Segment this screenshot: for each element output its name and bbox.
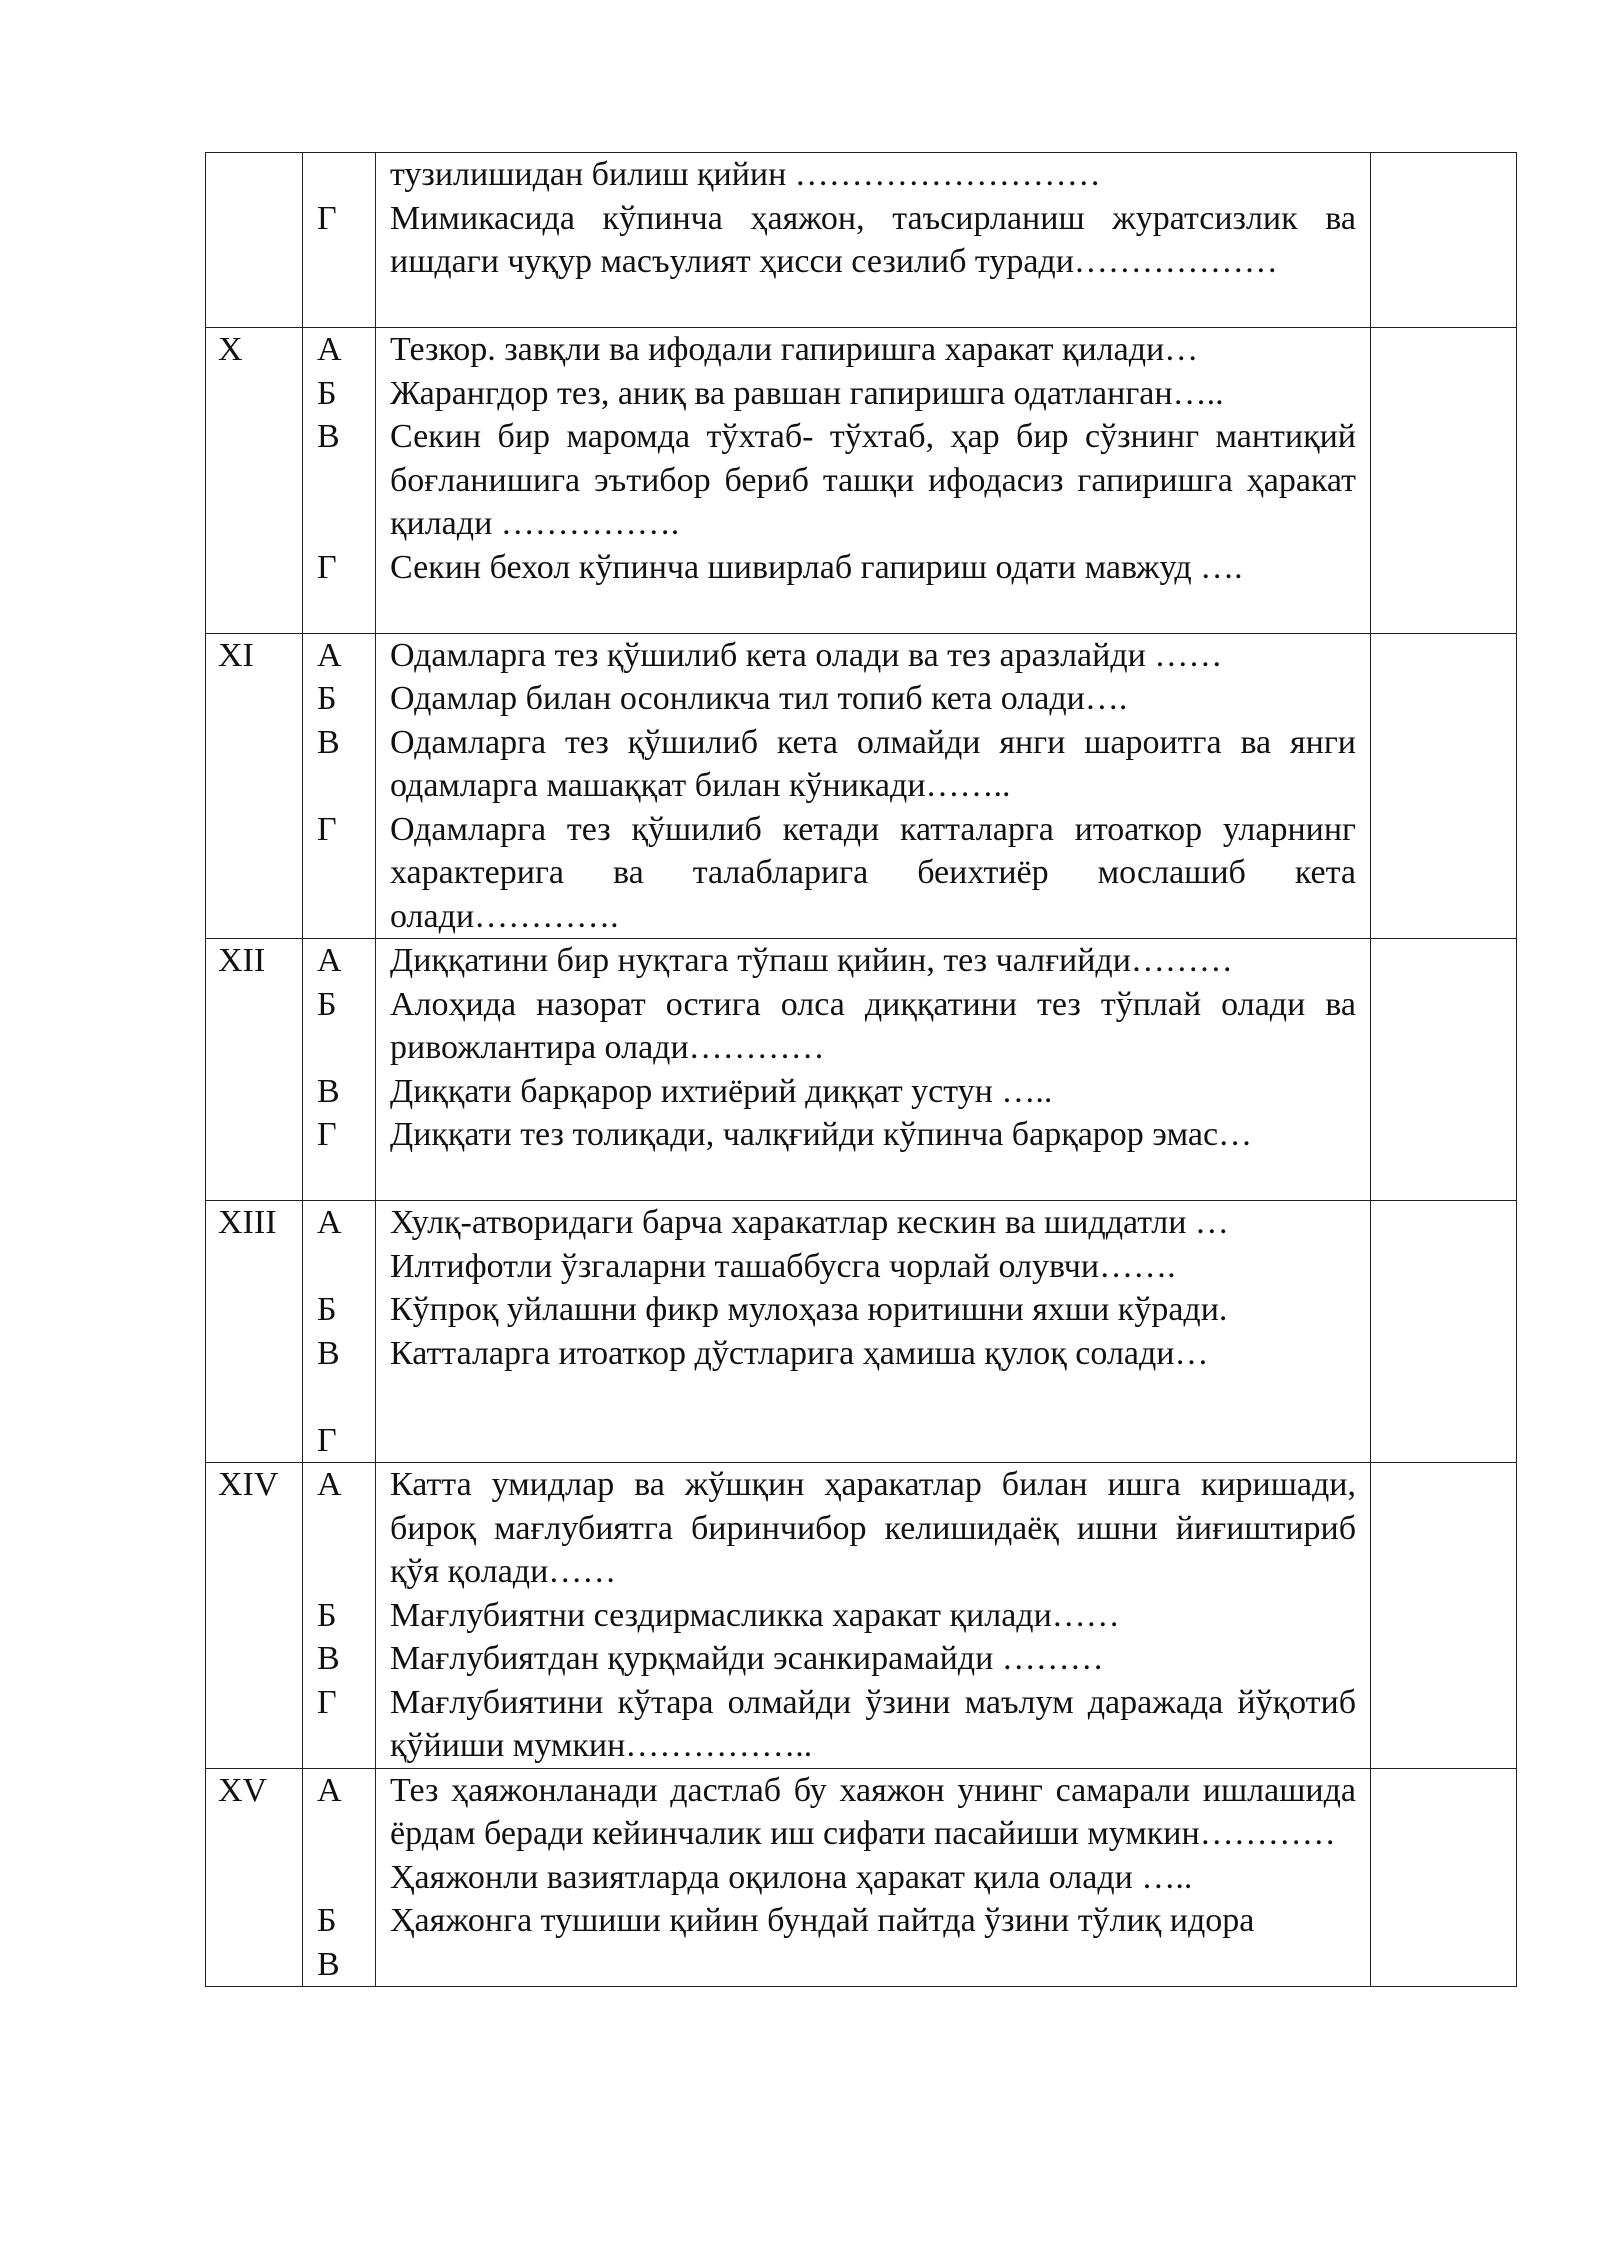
option-letter	[317, 1856, 375, 1900]
option-letters	[303, 328, 376, 634]
answer-cell[interactable]	[1371, 1201, 1517, 1463]
option-letter: Б	[317, 1596, 337, 1634]
option-letter	[317, 851, 375, 895]
option-letter: В	[317, 1072, 340, 1110]
option-letter: Б	[317, 1291, 337, 1328]
option-letter	[317, 1245, 375, 1289]
option-letter	[317, 1026, 375, 1070]
option-letter	[317, 589, 375, 633]
option-letter: Г	[317, 810, 337, 848]
option-text: Мағлубиятдан қурқмайди эсанкирамайди ………	[390, 1640, 1104, 1677]
option-text: Секин бехол кўпинча шивирлаб гапириш одати мавжуд ….	[390, 548, 1243, 586]
option-letter: Г	[317, 199, 337, 237]
option-letters	[303, 633, 376, 939]
option-text: Одамларга тез қўшилиб кета олмайди янги шароитга ва янги одамларга машаққат билан кўникади……..	[390, 723, 1356, 804]
option-text: Одамларга тез қўшилиб кетади катталарга итоаткор уларнинг характерига ва талабларига беихтиёр мослашиб кета олади………….	[390, 810, 1356, 935]
option-text: Мағлубиятини кўтара олмайди ўзини маълум даражада йўқотиб қўйиши мумкин……………..	[390, 1683, 1356, 1764]
option-letter: Б	[317, 680, 337, 717]
option-text: Жарангдор тез, аниқ ва равшан гапиришга одатланган…..	[390, 374, 1224, 412]
option-letter	[317, 502, 375, 546]
question-row	[206, 1463, 1517, 1769]
option-letter: Б	[317, 1902, 337, 1939]
questionnaire-page	[205, 152, 1515, 1987]
option-letter	[317, 284, 375, 328]
option-texts	[376, 633, 1371, 939]
option-text: Катта умидлар ва жўшқин ҳаракатлар билан ишга киришади, бироқ мағлубиятга биринчибор келишидаёқ ишни йиғиштириб қўя қолади……	[390, 1466, 1356, 1590]
question-number: XII	[206, 939, 303, 1201]
question-row	[206, 153, 1517, 328]
option-texts	[376, 153, 1371, 328]
option-letter: А	[317, 1771, 342, 1809]
option-letters	[303, 939, 376, 1201]
answer-cell[interactable]	[1371, 939, 1517, 1201]
option-text: Алоҳида назорат остига олса диққатини тез тўплай олади ва ривожлантира олади…………	[390, 985, 1356, 1066]
option-letter: Б	[317, 985, 337, 1023]
option-texts	[376, 1463, 1371, 1769]
option-letter: В	[317, 1945, 340, 1983]
option-letter: А	[317, 1466, 342, 1503]
option-letter	[317, 764, 375, 808]
option-texts	[376, 1768, 1371, 1987]
option-letter: А	[317, 636, 342, 674]
option-letter: Г	[317, 1421, 337, 1459]
option-text: Одамлар билан осонликча тил топиб кета олади….	[390, 680, 1128, 717]
option-text: Диққати барқарор ихтиёрий диққат устун …..	[390, 1072, 1053, 1110]
option-letters	[303, 153, 376, 328]
question-number: XI	[206, 633, 303, 939]
answer-cell[interactable]	[1371, 1768, 1517, 1987]
option-text: Кўпроқ уйлашни фикр мулоҳаза юритишни яхши кўради.	[390, 1291, 1228, 1328]
option-letter: В	[317, 1640, 340, 1677]
option-text: Хулқ-атворидаги барча харакатлар кескин ва шиддатли …	[390, 1204, 1229, 1241]
option-letter: Г	[317, 1683, 337, 1721]
option-letter	[317, 1812, 375, 1856]
option-text: Мағлубиятни сездирмасликка харакат қилади……	[390, 1596, 1120, 1634]
option-letter	[317, 1157, 375, 1201]
option-letter: А	[317, 331, 342, 368]
option-letter	[317, 153, 375, 197]
option-texts	[376, 1201, 1371, 1463]
question-row	[206, 633, 1517, 939]
option-letter	[317, 1724, 375, 1768]
option-text: Тез ҳаяжонланади дастлаб бу хаяжон унинг самарали ишлашида ёрдам беради кейинчалик иш сифати пасайиши мумкин…………	[390, 1771, 1356, 1852]
option-letters	[303, 1463, 376, 1769]
option-letter	[317, 895, 375, 939]
option-letter	[317, 240, 375, 284]
option-letter: Г	[317, 548, 337, 586]
option-text: Мимикасида кўпинча ҳаяжон, таъсирланиш журатсизлик ва ишдаги чуқур масъулият ҳисси сезилиб туради………………	[390, 199, 1356, 280]
question-row	[206, 1201, 1517, 1463]
option-letter: А	[317, 942, 342, 979]
option-text: Диққати тез толиқади, чалқғийди кўпинча барқарор эмас…	[390, 1116, 1253, 1153]
option-letter: А	[317, 1204, 342, 1241]
option-text: Катталарга итоаткор дўстларига ҳамиша қулоқ солади…	[390, 1334, 1209, 1372]
answer-cell[interactable]	[1371, 633, 1517, 939]
option-texts	[376, 939, 1371, 1201]
option-letter	[317, 1507, 375, 1551]
question-row	[206, 328, 1517, 634]
option-text: Секин бир маромда тўхтаб- тўхтаб, ҳар бир сўзнинг мантиқий боғланишига эътибор бериб ташқи ифодасиз гапиришга ҳаракат қилади …………….	[390, 418, 1356, 542]
question-row	[206, 939, 1517, 1201]
question-number: XIV	[206, 1463, 303, 1769]
option-letter: В	[317, 418, 340, 455]
option-letters	[303, 1201, 376, 1463]
answer-cell[interactable]	[1371, 1463, 1517, 1769]
answer-cell[interactable]	[1371, 153, 1517, 328]
questionnaire-table	[205, 152, 1517, 1987]
option-text: Одамларга тез қўшилиб кета олади ва тез аразлайди ……	[390, 636, 1223, 674]
answer-cell[interactable]	[1371, 328, 1517, 634]
option-letters	[303, 1768, 376, 1987]
option-text: Тезкор. завқли ва ифодали гапиришга харакат қилади…	[390, 331, 1199, 368]
option-letter	[317, 459, 375, 503]
question-number: XV	[206, 1768, 303, 1987]
question-number: X	[206, 328, 303, 634]
option-letter: В	[317, 1334, 340, 1372]
option-letter: Б	[317, 374, 337, 412]
option-text: Ҳаяжонли вазиятларда оқилона ҳаракат қила олади …..	[390, 1858, 1193, 1896]
option-letter: В	[317, 723, 340, 761]
option-letter	[317, 1375, 375, 1419]
option-text: Диққатини бир нуқтага тўпаш қийин, тез чалғийди………	[390, 942, 1233, 979]
option-text: тузилишидан билиш қийин ………………………	[390, 156, 1101, 193]
option-text: Илтифотли ўзгаларни ташаббусга чорлай олувчи…….	[390, 1247, 1176, 1285]
questionnaire-table-body	[206, 153, 1517, 1987]
option-letter: Г	[317, 1116, 337, 1153]
question-row	[206, 1768, 1517, 1987]
question-number: XIII	[206, 1201, 303, 1463]
option-letter	[317, 1550, 375, 1594]
option-text: Ҳаяжонга тушиши қийин бундай пайтда ўзини тўлиқ идора	[390, 1902, 1255, 1939]
option-texts	[376, 328, 1371, 634]
question-number	[206, 153, 303, 328]
